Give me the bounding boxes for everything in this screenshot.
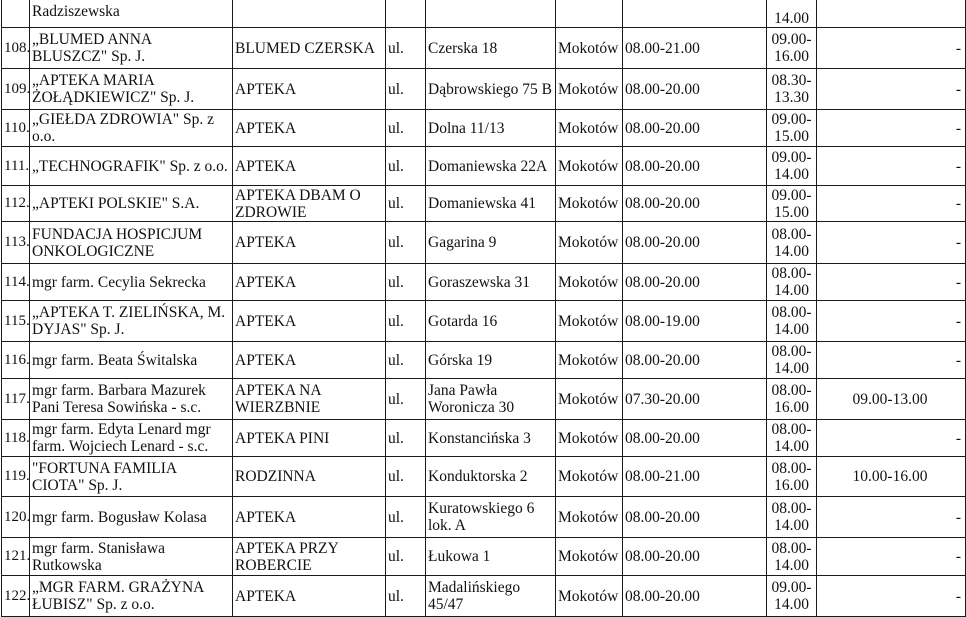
cell-street: Czerska 18 — [426, 28, 556, 69]
cell-weekday-hours: 08.00-20.00 — [623, 264, 767, 301]
cell-weekday-hours: 08.00-20.00 — [623, 186, 767, 222]
cell-saturday-hours: 08.00-14.00 — [767, 342, 817, 379]
cell-district: Mokotów — [556, 379, 623, 420]
cell-nr: 122. — [2, 576, 30, 617]
cell-saturday-hours: 08.00-14.00 — [767, 538, 817, 576]
table-row — [2, 457, 966, 497]
cell-pharmacy-type: BLUMED CZERSKA — [233, 28, 386, 69]
cell-district: Mokotów — [556, 110, 623, 147]
cell-sunday-hours: - — [817, 28, 966, 69]
cell-street-prefix: ul. — [386, 342, 426, 379]
cell-nr: 114. — [2, 264, 30, 301]
cell-saturday-hours: 08.00-16.00 — [767, 379, 817, 420]
cell-weekday-hours: 08.00-21.00 — [623, 457, 767, 497]
cell-sunday-hours: - — [817, 222, 966, 264]
cell-sunday-hours: - — [817, 147, 966, 186]
cell-street: Domaniewska 22A — [426, 147, 556, 186]
cell-sunday-hours: - — [817, 342, 966, 379]
table-row — [2, 222, 966, 264]
cell-street: Dąbrowskiego 75 B — [426, 69, 556, 110]
cell-nr: 116. — [2, 342, 30, 379]
cell-pharmacy-type: APTEKA DBAM O ZDROWIE — [233, 186, 386, 222]
cell-pharmacy-type: APTEKA — [233, 342, 386, 379]
cell-weekday-hours: 08.00-20.00 — [623, 497, 767, 538]
cell-street-prefix: ul. — [386, 186, 426, 222]
cell-saturday-hours: 08.00-16.00 — [767, 457, 817, 497]
table-row — [2, 147, 966, 186]
cell-pharmacy-type: APTEKA NA WIERZBNIE — [233, 379, 386, 420]
cell-district: Mokotów — [556, 147, 623, 186]
cell-street-prefix: ul. — [386, 301, 426, 342]
cell-district: Mokotów — [556, 186, 623, 222]
cell-street-prefix: ul. — [386, 110, 426, 147]
cell-nr: 111. — [2, 147, 30, 186]
table-row — [2, 497, 966, 538]
cell-saturday-hours: 09.00-14.00 — [767, 147, 817, 186]
cell-street-prefix: ul. — [386, 222, 426, 264]
cell-district: Mokotów — [556, 301, 623, 342]
cell-nr: 108. — [2, 28, 30, 69]
table-row — [2, 186, 966, 222]
cell-pharmacy-type: APTEKA — [233, 222, 386, 264]
cell-street-prefix: ul. — [386, 497, 426, 538]
cell-street: Dolna 11/13 — [426, 110, 556, 147]
cell-nr: 121. — [2, 538, 30, 576]
cell-street-prefix: ul. — [386, 28, 426, 69]
cell-pharmacy-type: APTEKA — [233, 264, 386, 301]
cell-pharmacy-type: APTEKA — [233, 576, 386, 617]
cell-street: Górska 19 — [426, 342, 556, 379]
cell-weekday-hours: 08.00-20.00 — [623, 420, 767, 457]
cell-weekday-hours: 08.00-20.00 — [623, 538, 767, 576]
table-row — [2, 342, 966, 379]
cell-nr: 113. — [2, 222, 30, 264]
cell-district: Mokotów — [556, 342, 623, 379]
cell-name: „BLUMED ANNA BLUSZCZ" Sp. J. — [30, 28, 233, 69]
cell-saturday-hours: 09.00-14.00 — [767, 576, 817, 617]
cell-nr: 118. — [2, 420, 30, 457]
table-row — [2, 379, 966, 420]
cell-sunday-hours: - — [817, 497, 966, 538]
cell-street: Gotarda 16 — [426, 301, 556, 342]
cell-saturday-hours: 08.00-14.00 — [767, 264, 817, 301]
cell-sunday-hours: 10.00-16.00 — [817, 457, 966, 497]
cell-name: „MGR FARM. GRAŻYNA ŁUBISZ" Sp. z o.o. — [30, 576, 233, 617]
cell-weekday-hours: 07.30-20.00 — [623, 379, 767, 420]
cell-pharmacy-type: APTEKA — [233, 110, 386, 147]
table-row-top — [2, 0, 966, 28]
cell-name: „APTEKA T. ZIELIŃSKA, M. DYJAS" Sp. J. — [30, 301, 233, 342]
cell-weekday-hours: 08.00-20.00 — [623, 342, 767, 379]
cell-sunday-hours: 09.00-13.00 — [817, 379, 966, 420]
cell-nr: 109. — [2, 69, 30, 110]
cell-street-prefix: ul. — [386, 538, 426, 576]
cell-district: Mokotów — [556, 457, 623, 497]
cell-saturday-hours: 09.00-15.00 — [767, 186, 817, 222]
cell-sunday-hours: - — [817, 420, 966, 457]
cell-name: „TECHNOGRAFIK" Sp. z o.o. — [30, 147, 233, 186]
cell-weekday-hours: 08.00-20.00 — [623, 222, 767, 264]
cell-street: Goraszewska 31 — [426, 264, 556, 301]
cell-saturday-hours: 08.30-13.30 — [767, 69, 817, 110]
cell-name: „APTEKA MARIA ŻOŁĄDKIEWICZ" Sp. J. — [30, 69, 233, 110]
cell-pharmacy-type: APTEKA — [233, 147, 386, 186]
table-row — [2, 69, 966, 110]
cell-weekday-hours: 08.00-20.00 — [623, 110, 767, 147]
cell-name: mgr farm. Stanisława Rutkowska — [30, 538, 233, 576]
cell-nr: 115. — [2, 301, 30, 342]
pharmacy-table — [1, 0, 966, 617]
cell-saturday-hours: 08.00-14.00 — [767, 301, 817, 342]
cell-nr: 120. — [2, 497, 30, 538]
cell-street-prefix: ul. — [386, 379, 426, 420]
cell-sunday-hours: - — [817, 264, 966, 301]
cell-saturday-hours: 09.00-15.00 — [767, 110, 817, 147]
cell-weekday-hours: 08.00-20.00 — [623, 576, 767, 617]
cell-name: „APTEKI POLSKIE" S.A. — [30, 186, 233, 222]
cell-street-prefix: ul. — [386, 457, 426, 497]
cell-district: Mokotów — [556, 28, 623, 69]
cell-saturday-hours: 08.00-14.00 — [767, 420, 817, 457]
cell-district: Mokotów — [556, 222, 623, 264]
table-row — [2, 264, 966, 301]
cell-saturday-hours: 08.00-14.00 — [767, 497, 817, 538]
cell-street: Domaniewska 41 — [426, 186, 556, 222]
cell-street: Gagarina 9 — [426, 222, 556, 264]
cell-name: mgr farm. Cecylia Sekrecka — [30, 264, 233, 301]
cell-sunday-hours: - — [817, 186, 966, 222]
cell-street: Konduktorska 2 — [426, 457, 556, 497]
cell-weekday-hours: 08.00-21.00 — [623, 28, 767, 69]
cell-saturday-hours: 14.00 — [767, 0, 817, 28]
cell-nr: 112. — [2, 186, 30, 222]
cell-sunday-hours: - — [817, 69, 966, 110]
cell-pharmacy-type: APTEKA — [233, 497, 386, 538]
cell-name: FUNDACJA HOSPICJUM ONKOLOGICZNE — [30, 222, 233, 264]
table-row — [2, 28, 966, 69]
cell-sunday-hours: - — [817, 301, 966, 342]
cell-pharmacy-type: RODZINNA — [233, 457, 386, 497]
cell-street: Jana Pawła Woronicza 30 — [426, 379, 556, 420]
cell-sunday-hours: - — [817, 576, 966, 617]
cell-district: Mokotów — [556, 497, 623, 538]
cell-street-prefix: ul. — [386, 147, 426, 186]
cell-saturday-hours: 09.00-16.00 — [767, 28, 817, 69]
cell-pharmacy-type: APTEKA — [233, 69, 386, 110]
cell-saturday-hours: 08.00-14.00 — [767, 222, 817, 264]
cell-name: mgr farm. Beata Świtalska — [30, 342, 233, 379]
cell-nr: 117. — [2, 379, 30, 420]
cell-nr — [2, 0, 30, 28]
cell-street-prefix: ul. — [386, 69, 426, 110]
table-row — [2, 420, 966, 457]
cell-district: Mokotów — [556, 69, 623, 110]
cell-pharmacy-type: APTEKA PRZY ROBERCIE — [233, 538, 386, 576]
cell-street: Madalińskiego 45/47 — [426, 576, 556, 617]
cell-weekday-hours: 08.00-19.00 — [623, 301, 767, 342]
cell-pharmacy-type: APTEKA — [233, 301, 386, 342]
cell-name: mgr farm. Barbara Mazurek Pani Teresa Sowińska - s.c. — [30, 379, 233, 420]
table-row — [2, 110, 966, 147]
cell-name: mgr farm. Edyta Lenard mgr farm. Wojciech Lenard - s.c. — [30, 420, 233, 457]
cell-street: Konstancińska 3 — [426, 420, 556, 457]
cell-sunday-hours: - — [817, 538, 966, 576]
cell-street-prefix: ul. — [386, 420, 426, 457]
cell-name: „GIEŁDA ZDROWIA" Sp. z o.o. — [30, 110, 233, 147]
cell-nr: 110. — [2, 110, 30, 147]
cell-weekday-hours: 08.00-20.00 — [623, 69, 767, 110]
cell-district: Mokotów — [556, 420, 623, 457]
table-row — [2, 301, 966, 342]
cell-nr: 119. — [2, 457, 30, 497]
cell-name: mgr farm. Bogusław Kolasa — [30, 497, 233, 538]
cell-weekday-hours: 08.00-20.00 — [623, 147, 767, 186]
cell-name: "FORTUNA FAMILIA CIOTA" Sp. J. — [30, 457, 233, 497]
cell-district: Mokotów — [556, 538, 623, 576]
cell-street-prefix: ul. — [386, 576, 426, 617]
cell-street-prefix: ul. — [386, 264, 426, 301]
cell-street: Kuratowskiego 6 lok. A — [426, 497, 556, 538]
cell-street: Łukowa 1 — [426, 538, 556, 576]
table-row — [2, 538, 966, 576]
cell-pharmacy-type: APTEKA PINI — [233, 420, 386, 457]
cell-name: Radziszewska — [30, 0, 233, 28]
cell-district: Mokotów — [556, 576, 623, 617]
cell-district: Mokotów — [556, 264, 623, 301]
table-row — [2, 576, 966, 617]
cell-sunday-hours: - — [817, 110, 966, 147]
